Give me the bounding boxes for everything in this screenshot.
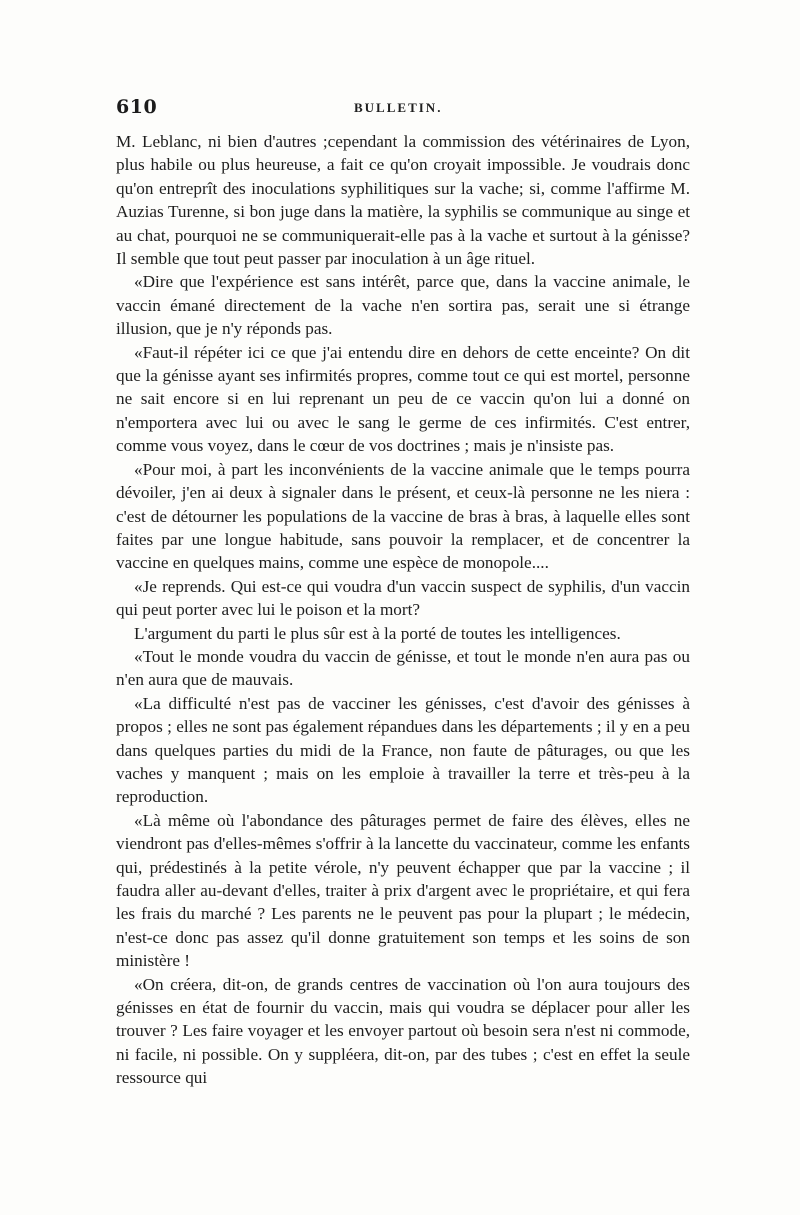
paragraph-7: «Tout le monde voudra du vaccin de génisse, et tout le monde n'en aura pas ou n'en aura que de mauvais. — [116, 646, 690, 690]
paragraph-1: M. Leblanc, ni bien d'autres ;cependant la commission des vétérinaires de Lyon, plus habile ou plus heureuse, a fait ce qu'on croyait impossible. Je voudrais donc qu'on entreprît des inoculations syphilitiques sur la vache; si, comme l'affirme M. Auzias Turenne, si bon juge dans la matière, la syphilis se communique au singe et au chat, pourquoi ne se communiquerait-elle pas à la vache et surtout à la génisse? Il semble que tout peut passer par inoculation à un âge rituel. — [116, 132, 690, 269]
body-text — [116, 130, 690, 1090]
paragraph-10: «On créera, dit-on, de grands centres de vaccination où l'on aura toujours des génisses en état de fournir du vaccin, mais qui voudra se déplacer pour aller les trouver ? Les faire voyager et les envoyer partout où besoin sera n'est ni commode, ni facile, ni possible. On y suppléera, dit-on, par des tubes ; c'est en effet la seule ressource qui — [116, 974, 690, 1088]
paragraph-4: «Pour moi, à part les inconvénients de la vaccine animale que le temps pourra dévoiler, j'en ai deux à signaler dans le présent, et ceux-là personne ne les niera : c'est de détourner les populations de la vaccine de bras à bras, à laquelle elles sont faites par une longue habitude, sans pouvoir la remplacer, et de concentrer la vaccine en quelques mains, comme une espèce de monopole.... — [116, 459, 690, 573]
paragraph-5: «Je reprends. Qui est-ce qui voudra d'un vaccin suspect de syphilis, d'un vaccin qui peut porter avec lui le poison et la mort? — [116, 576, 690, 620]
paragraph-3: «Faut-il répéter ici ce que j'ai entendu dire en dehors de cette enceinte? On dit que la génisse ayant ses infirmités propres, comme tout ce qui est mortel, personne ne sait encore si en lui reprenant un peu de ce vaccin qu'on lui a donné on n'emportera avec lui ou avec le sang le germe de ces infirmités. C'est entrer, comme vous voyez, dans le cœur de vos doctrines ; mais je n'insiste pas. — [116, 342, 690, 456]
paragraph-9: «Là même où l'abondance des pâturages permet de faire des élèves, elles ne viendront pas d'elles-mêmes s'offrir à la lancette du vaccinateur, comme les enfants qui, prédestinés à la petite vérole, n'y peuvent échapper que par la vaccine ; il faudra aller au-devant d'elles, traiter à prix d'argent avec le propriétaire, et qui fera les frais du marché ? Les parents ne le peuvent pas pour la plupart ; le médecin, n'est-ce donc pas assez qu'il donne gratuitement son temps et les soins de son ministère ! — [116, 810, 690, 971]
running-title: BULLETIN. — [354, 100, 443, 115]
paragraph-2: «Dire que l'expérience est sans intérêt, parce que, dans la vaccine animale, le vaccin émané directement de la vache n'en sortira pas, serait une si étrange illusion, que je n'y réponds pas. — [116, 272, 690, 339]
running-head — [116, 96, 690, 122]
page-number: 610 — [116, 96, 158, 118]
paragraph-8: «La difficulté n'est pas de vacciner les génisses, c'est d'avoir des génisses à propos ; elles ne sont pas également répandues dans les départements ; il y en a peu dans quelques parties du midi de la France, non faute de pâturages, ou que les vaches y manquent ; mais on les emploie à travailler la terre et très-peu à la reproduction. — [116, 693, 690, 807]
paragraph-6: L'argument du parti le plus sûr est à la porté de toutes les intelligences. — [134, 623, 621, 643]
